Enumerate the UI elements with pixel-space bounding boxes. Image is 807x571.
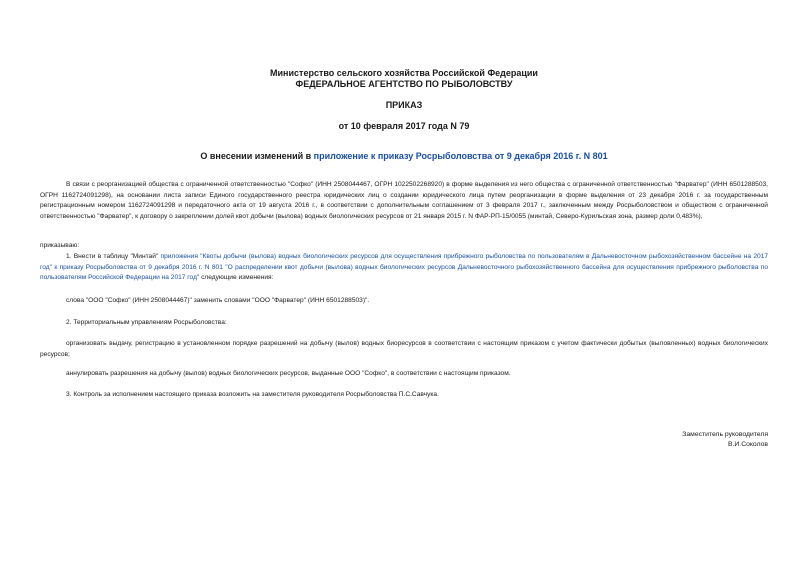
item-1-suffix: следующие изменения:: [199, 274, 274, 282]
agency-name: ФЕДЕРАЛЬНОЕ АГЕНТСТВО ПО РЫБОЛОВСТВУ: [295, 79, 513, 89]
item-2-heading: 2. Территориальным управлениям Росрыболовства:: [66, 319, 227, 326]
title-link[interactable]: приложение к приказу Росрыболовства от 9 декабря 2016 г. N 801: [313, 151, 608, 161]
title-prefix: О внесении изменений в: [200, 151, 314, 161]
item-2b-paragraph: аннулировать разрешения на добычу (вылов) водных биологических ресурсов, выданные ООО "Софко", в соответствии с настоящим приказом.: [66, 370, 511, 377]
preamble-paragraph: В связи с реорганизацией общества с ограниченной ответственностью "Софко" (ИНН 2508044467, ОГРН 1022502268920) в форме выделения из него общества с ограниченной ответственностью "Фарватер" (ИНН 6501288503, ОГРН 1162724091298), на основании листа записи Единого государственного реестра юридических лиц о создании юридического лица путем реорганизации в форме выделения от 23 декабря 2016 г. за государственным регистрационным номером 1162724091298 и передаточного акта от 19 августа 2016 г., в соответствии с дополнительным соглашением от 3 февраля 2017 г., заключенным между Росрыболовством и обществом с ограниченной ответственностью "Фарватер", к договору о закреплении долей квот добычи (вылова) водных биологических ресурсов от 21 января 2015 г. N ФАР-РП-15/0055 (минтай, Северо-Курильская зона, размер доли 0,483%),: [40, 181, 768, 220]
prikazyvayu-text: приказываю:: [40, 242, 80, 249]
item-1-link[interactable]: приложения "Квоты добычи (вылова) водных биологических ресурсов для осуществления прибрежного рыболовства по пользователям в Дальневосточном рыбохозяйственном бассейне на 2017 год" к приказу Росрыболовства от 9 декабря 2016 г. N 801 "О распределении квот добычи (вылова) водных биологических ресурсов Дальневосточного рыбохозяйственного бассейна для осуществления прибрежного рыболовства по пользователям Российской Федерации на 2017 год": [40, 253, 768, 282]
item-1-replacement-text: слова "ООО "Софко" (ИНН 2508044467)" заменить словами "ООО "Фарватер" (ИНН 6501288503)".: [66, 297, 370, 304]
signature-name: В.И.Соколов: [728, 441, 768, 448]
item-1-paragraph: [40, 252, 768, 284]
document-type: ПРИКАЗ: [385, 100, 423, 110]
document-date-number: от 10 февраля 2017 года N 79: [338, 121, 470, 131]
document-title: [40, 151, 768, 162]
document-page: [40, 0, 768, 571]
item-1-prefix: 1. Внести в таблицу "Минтай": [66, 253, 161, 260]
item-2a-paragraph: организовать выдачу, регистрацию в установленном порядке разрешений на добычу (вылов) водных биоресурсов в соответствии с настоящим приказом с учетом фактически добытых (выловленных) водных биологических ресурсов;: [40, 340, 768, 358]
signature-position: Заместитель руководителя: [682, 431, 768, 438]
item-3-paragraph: 3. Контроль за исполнением настоящего приказа возложить на заместителя руководителя Росрыболовства П.С.Савчука.: [66, 391, 439, 398]
ministry-name: Министерство сельского хозяйства Российской Федерации: [270, 68, 538, 78]
